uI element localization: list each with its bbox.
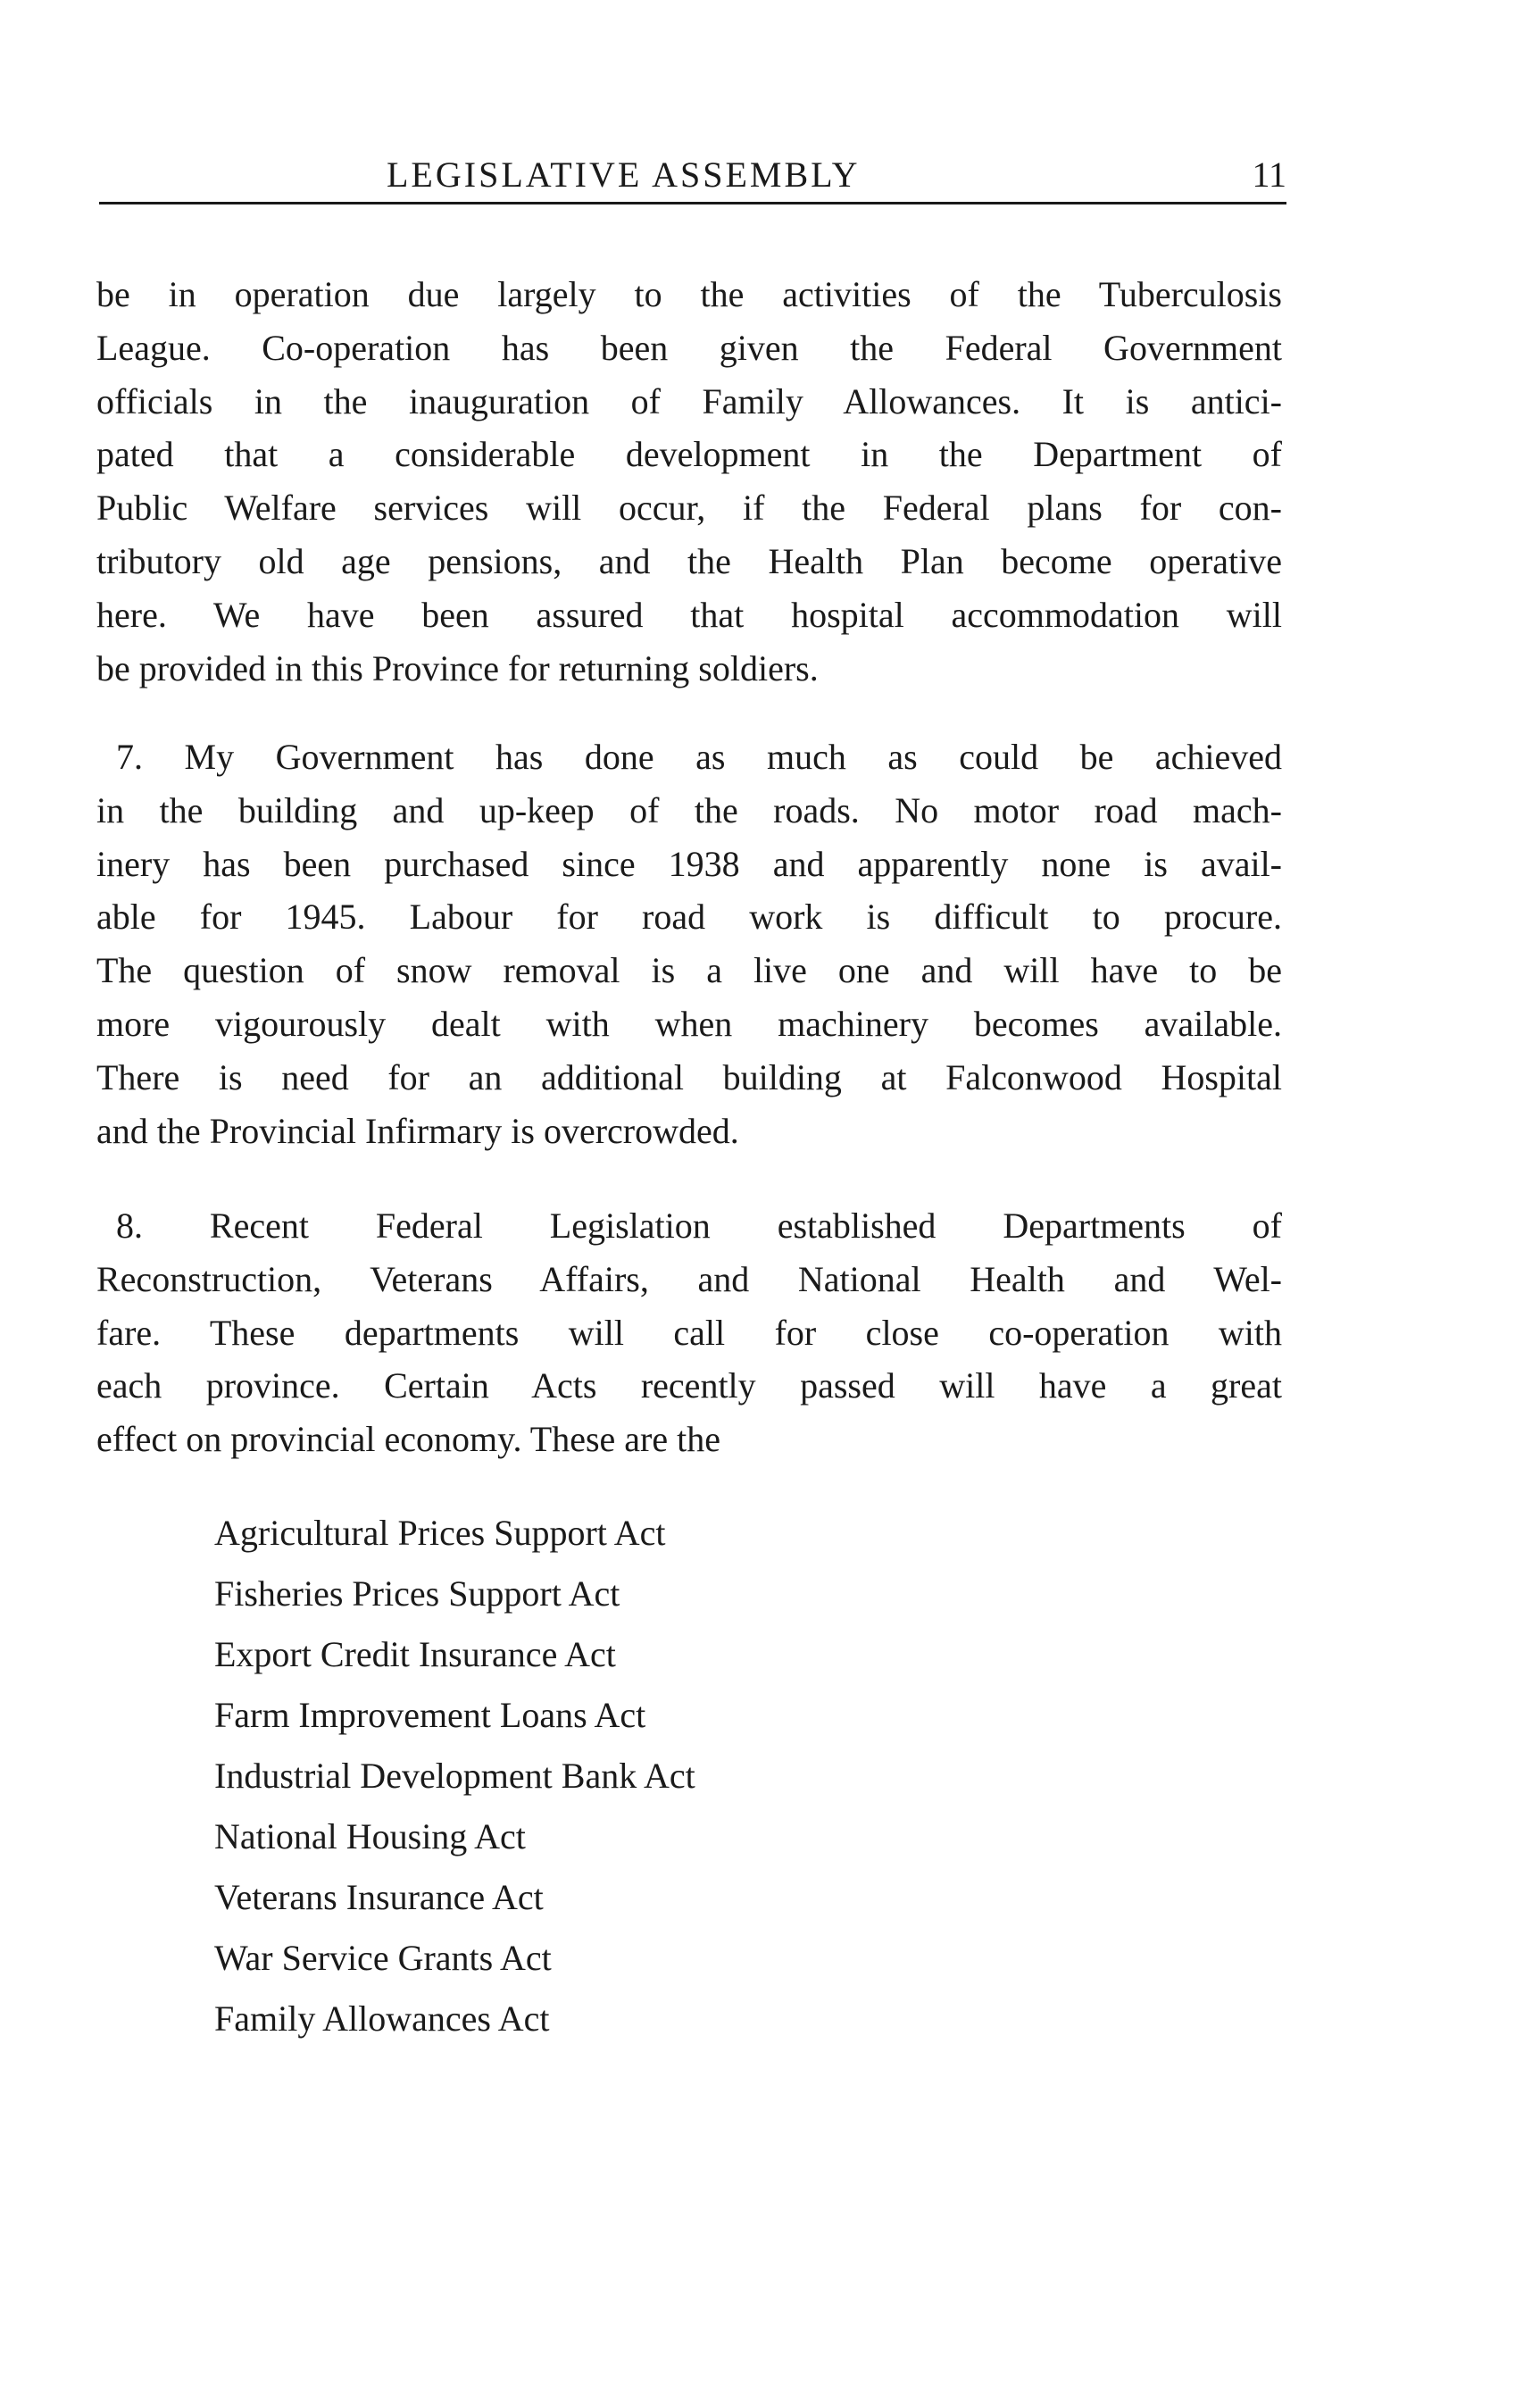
act-item: Agricultural Prices Support Act [214,1513,666,1553]
text-line: and the Provincial Infirmary is overcrowded. [96,1110,739,1151]
page-header [99,150,1286,204]
act-item: Farm Improvement Loans Act [214,1695,646,1735]
paragraph-8 [96,1199,1282,1466]
text-line: tributory old age pensions, and the Health Plan become operative [96,540,1282,581]
text-line: able for 1945. Labour for road work is difficult to procure. [96,897,1282,938]
text-line: fare. These departments will call for close co-operation with [96,1312,1282,1353]
running-head: LEGISLATIVE ASSEMBLY [387,154,861,195]
page-number: 11 [1252,154,1286,195]
text-line: Public Welfare services will occur, if the Federal plans for con- [96,488,1282,529]
act-item: Fisheries Prices Support Act [214,1573,620,1614]
text-line: The question of snow removal is a live one and will have to be [96,950,1282,991]
text-line: here. We have been assured that hospital accommodation will [96,594,1282,635]
text-line: be in operation due largely to the activities of the Tuberculosis [96,274,1282,314]
act-item: War Service Grants Act [214,1938,552,1978]
act-item: National Housing Act [214,1816,526,1856]
act-item: Veterans Insurance Act [214,1877,544,1917]
text-line: 7. My Government has done as much as could be achieved [116,737,1282,777]
text-line: officials in the inauguration of Family Allowances. It is antici- [96,380,1282,421]
text-line: inery has been purchased since 1938 and apparently none is avail- [96,843,1282,884]
text-line: be provided in this Province for returning soldiers. [96,647,819,688]
text-line: There is need for an additional building at Falconwood Hospital [96,1056,1282,1097]
act-item: Family Allowances Act [214,1998,550,2039]
paragraph-1 [96,268,1282,695]
paragraph-7 [96,730,1282,1157]
text-line: each province. Certain Acts recently passed will have a great [96,1365,1282,1406]
acts-list [214,1503,695,2049]
text-line: League. Co-operation has been given the Federal Government [96,327,1282,368]
text-line: Reconstruction, Veterans Affairs, and National Health and Wel- [96,1258,1282,1299]
text-line: 8. Recent Federal Legislation established Departments of [116,1206,1282,1246]
text-line: more vigourously dealt with when machinery becomes available. [96,1003,1282,1044]
act-item: Industrial Development Bank Act [214,1756,695,1796]
act-item: Export Credit Insurance Act [214,1634,616,1674]
header-rule [99,202,1286,204]
text-line: effect on provincial economy. These are the [96,1419,720,1460]
text-line: in the building and up-keep of the roads. No motor road mach- [96,789,1282,830]
text-line: pated that a considerable development in the Department of [96,434,1282,475]
